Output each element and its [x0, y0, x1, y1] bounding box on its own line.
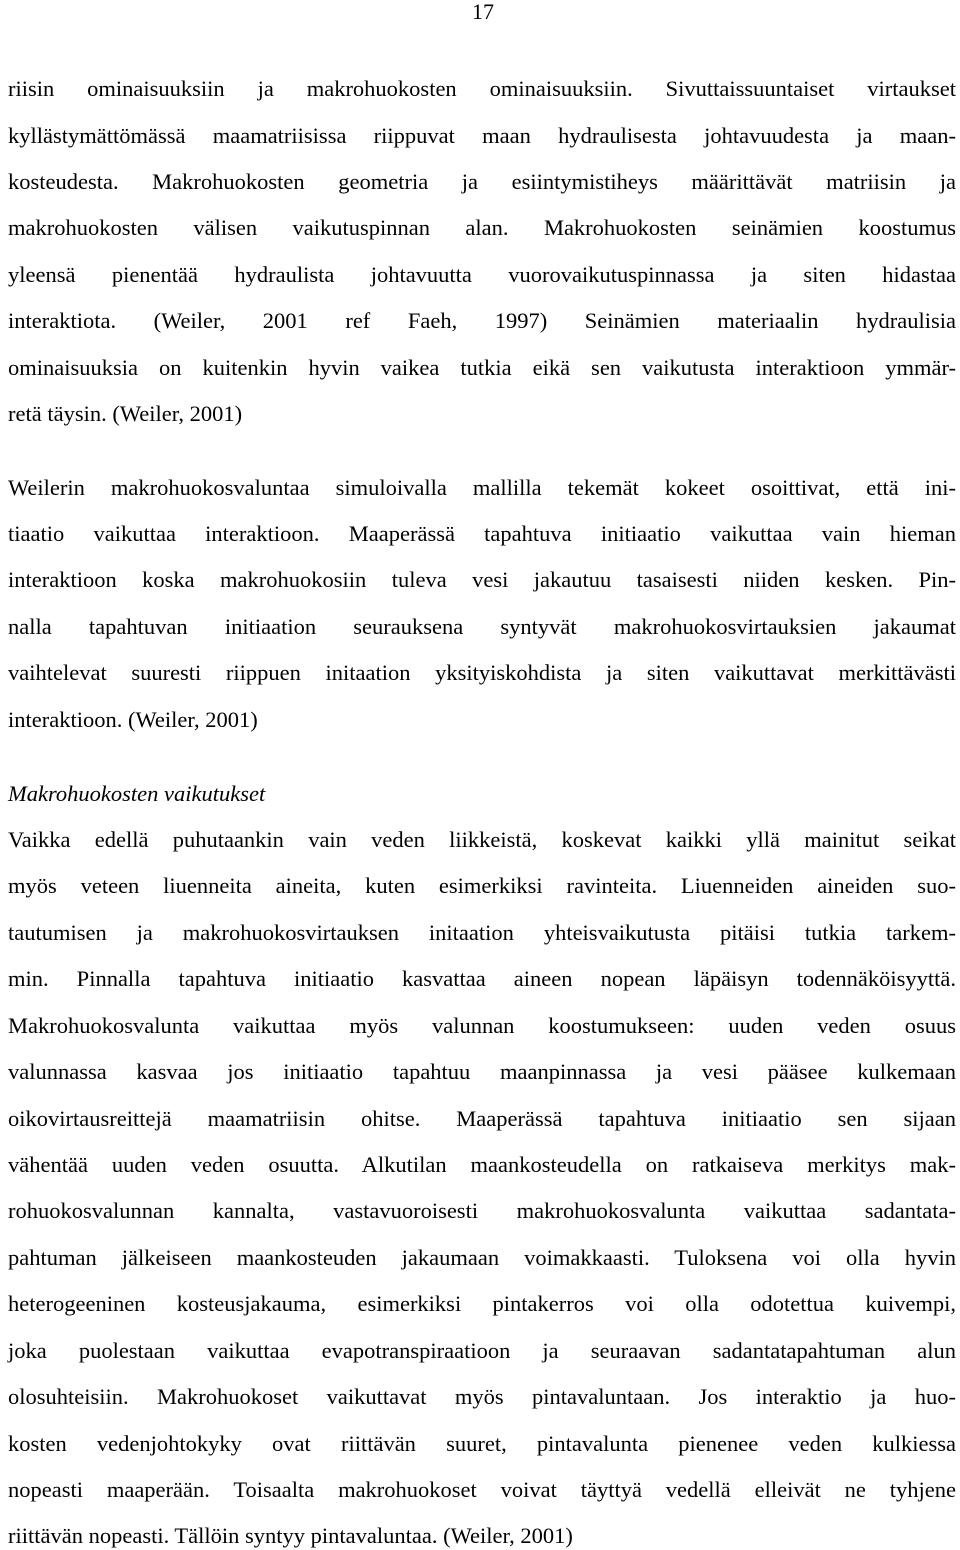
text-line: kyllästymättömässä maamatriisissa riippuvat maan hydraulisesta johtavuudesta ja maan-: [8, 123, 956, 148]
text-line: kosteudesta. Makrohuokosten geometria ja esiintymistiheys määrittävät matriisin ja: [8, 169, 956, 194]
text-line: Makrohuokosvalunta vaikuttaa myös valunnan koostumukseen: uuden veden osuus: [8, 1013, 956, 1038]
text-line: riisin ominaisuuksiin ja makrohuokosten ominaisuuksiin. Sivuttaissuuntaiset virtaukset: [8, 76, 956, 101]
text-line: joka puolestaan vaikuttaa evapotranspiraatioon ja seuraavan sadantatapahtuman alun: [8, 1338, 956, 1363]
text-line: pahtuman jälkeiseen maankosteuden jakaumaan voimakkaasti. Tuloksena voi olla hyvin: [8, 1245, 956, 1270]
text-line: retä täysin. (Weiler, 2001): [8, 401, 243, 426]
page-number: 17: [472, 0, 494, 24]
text-line: interaktioon koska makrohuokosiin tuleva vesi jakautuu tasaisesti niiden kesken. Pin-: [8, 567, 956, 592]
text-line: nopeasti maaperään. Toisaalta makrohuokoset voivat täyttyä vedellä elleivät ne tyhjene: [8, 1477, 956, 1502]
text-line: kosten vedenjohtokyky ovat riittävän suuret, pintavalunta pienenee veden kulkiessa: [8, 1431, 956, 1456]
text-line: interaktioon. (Weiler, 2001): [8, 707, 258, 732]
section-heading: Makrohuokosten vaikutukset: [8, 781, 266, 806]
text-line: Weilerin makrohuokosvaluntaa simuloivalla mallilla tekemät kokeet osoittivat, että ini-: [8, 475, 956, 500]
text-line: vähentää uuden veden osuutta. Alkutilan maankosteudella on ratkaiseva merkitys mak-: [8, 1152, 956, 1177]
text-line: yleensä pienentää hydraulista johtavuutta vuorovaikutuspinnassa ja siten hidastaa: [8, 262, 956, 287]
text-line: Vaikka edellä puhutaankin vain veden liikkeistä, koskevat kaikki yllä mainitut seikat: [8, 827, 956, 852]
text-line: interaktiota. (Weiler, 2001 ref Faeh, 1997) Seinämien materiaalin hydraulisia: [8, 308, 956, 333]
text-line: tautumisen ja makrohuokosvirtauksen initaation yhteisvaikutusta pitäisi tutkia tarkem-: [8, 920, 956, 945]
text-line: myös veteen liuenneita aineita, kuten esimerkiksi ravinteita. Liuenneiden aineiden suo-: [8, 873, 956, 898]
text-line: rohuokosvalunnan kannalta, vastavuoroisesti makrohuokosvalunta vaikuttaa sadantata-: [8, 1198, 956, 1223]
text-line: valunnassa kasvaa jos initiaatio tapahtuu maanpinnassa ja vesi pääsee kulkemaan: [8, 1059, 956, 1084]
text-line: min. Pinnalla tapahtuva initiaatio kasvattaa aineen nopean läpäisyn todennäköisyyttä.: [8, 966, 956, 991]
text-line: riittävän nopeasti. Tällöin syntyy pintavaluntaa. (Weiler, 2001): [8, 1523, 573, 1548]
text-line: vaihtelevat suuresti riippuen initaation yksityiskohdista ja siten vaikuttavat merkittävästi: [8, 660, 956, 685]
text-line: oikovirtausreittejä maamatriisin ohitse. Maaperässä tapahtuva initiaatio sen sijaan: [8, 1106, 956, 1131]
text-line: makrohuokosten välisen vaikutuspinnan alan. Makrohuokosten seinämien koostumus: [8, 215, 956, 240]
text-line: nalla tapahtuvan initiaation seurauksena syntyvät makrohuokosvirtauksien jakaumat: [8, 614, 956, 639]
text-line: heterogeeninen kosteusjakauma, esimerkiksi pintakerros voi olla odotettua kuivempi,: [8, 1291, 956, 1316]
text-line: tiaatio vaikuttaa interaktioon. Maaperässä tapahtuva initiaatio vaikuttaa vain hieman: [8, 521, 956, 546]
text-line: ominaisuuksia on kuitenkin hyvin vaikea tutkia eikä sen vaikutusta interaktioon ymmär-: [8, 355, 956, 380]
text-line: olosuhteisiin. Makrohuokoset vaikuttavat myös pintavaluntaan. Jos interaktio ja huo-: [8, 1384, 956, 1409]
